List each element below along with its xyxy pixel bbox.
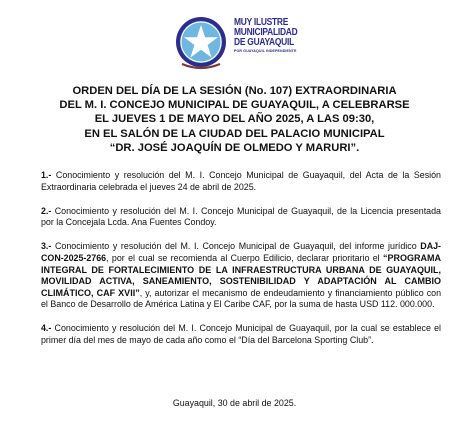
agenda-item-1 bbox=[41, 170, 441, 193]
item-text: Conocimiento y resolución del M. I. Concejo Municipal de Guayaquil, del Acta de la Sesión Extraordinaria celebrada el jueves 24 de abril de 2025. bbox=[41, 170, 441, 192]
item-text: , y, autorizar el mecanismo de endeudamiento y financiamiento público con el Banco de Desarrollo de América Latina y El Caribe CAF, por la suma de hasta USD 112. 000.000. bbox=[41, 287, 442, 310]
title-line-4: EN EL SALÓN DE LA CIUDAD DEL PALACIO MUNICIPAL bbox=[84, 127, 385, 140]
legal-report-reference: DAJ-CON-2025-2766 bbox=[41, 241, 441, 263]
agenda-item-2 bbox=[41, 206, 441, 229]
title-line-2: DEL M. I. CONCEJO MUNICIPAL DE GUAYAQUIL, A CELEBRARSE bbox=[59, 99, 410, 112]
brand-line-3: DE GUAYAQUIL bbox=[234, 37, 294, 48]
brand-line-2: MUNICIPALIDAD bbox=[234, 27, 298, 38]
agenda-item-3 bbox=[41, 241, 441, 311]
municipality-brand-text bbox=[234, 18, 334, 54]
item-text: , por el cual se recomienda al Cuerpo Edilicio, declarar prioritario el bbox=[106, 252, 383, 263]
item-text: Conocimiento y resolución del M. I. Concejo Municipal de Guayaquil, por la cual se establece el primer día del mes de mayo de cada año como el “Día del Barcelona Sporting Club”. bbox=[41, 323, 441, 346]
agenda-item-4 bbox=[41, 323, 441, 346]
title-line-1: ORDEN DEL DÍA DE LA SESIÓN (No. 107) EXTRAORDINARIA bbox=[72, 85, 397, 97]
brand-tagline: POR GUAYAQUIL INDEPENDIENTE bbox=[234, 49, 297, 53]
item-text: Conocimiento y resolución del M. I. Concejo Municipal de Guayaquil, de la Licencia presentada por la Concejala Lcda. Ana Fuentes Condoy. bbox=[41, 205, 441, 228]
item-number: 4.- bbox=[41, 323, 52, 334]
title-line-5: “DR. JOSÉ JOAQUÍN DE OLMEDO Y MARURI”. bbox=[109, 141, 360, 154]
item-number: 1.- bbox=[41, 170, 52, 180]
agenda-title bbox=[0, 84, 469, 155]
brand-line-1: MUY ILUSTRE bbox=[234, 17, 289, 28]
municipality-seal-logo bbox=[172, 14, 230, 72]
item-number: 2.- bbox=[41, 205, 52, 216]
place-and-date: Guayaquil, 30 de abril de 2025. bbox=[172, 398, 297, 408]
item-text: Conocimiento y resolución del M. I. Concejo Municipal de Guayaquil, del informe jurídico bbox=[51, 241, 421, 252]
item-number: 3.- bbox=[41, 241, 52, 252]
program-name: “PROGRAMA INTEGRAL DE FORTALECIMIENTO DE LA INFRAESTRUCTURA URBANA DE GUAYAQUIL, MOVILIDAD ACTIVA, SANEAMIENTO, SOSTENIBILIDAD Y ADAPTACIÓN AL CAMBIO CLIMÁTICO, CAF XVII” bbox=[41, 252, 441, 298]
title-line-3: EL JUEVES 1 DE MAYO DEL AÑO 2025, A LAS 09:30, bbox=[94, 113, 375, 126]
document-header bbox=[0, 0, 469, 76]
star-seal-icon bbox=[172, 14, 230, 72]
agenda-items bbox=[41, 170, 441, 359]
